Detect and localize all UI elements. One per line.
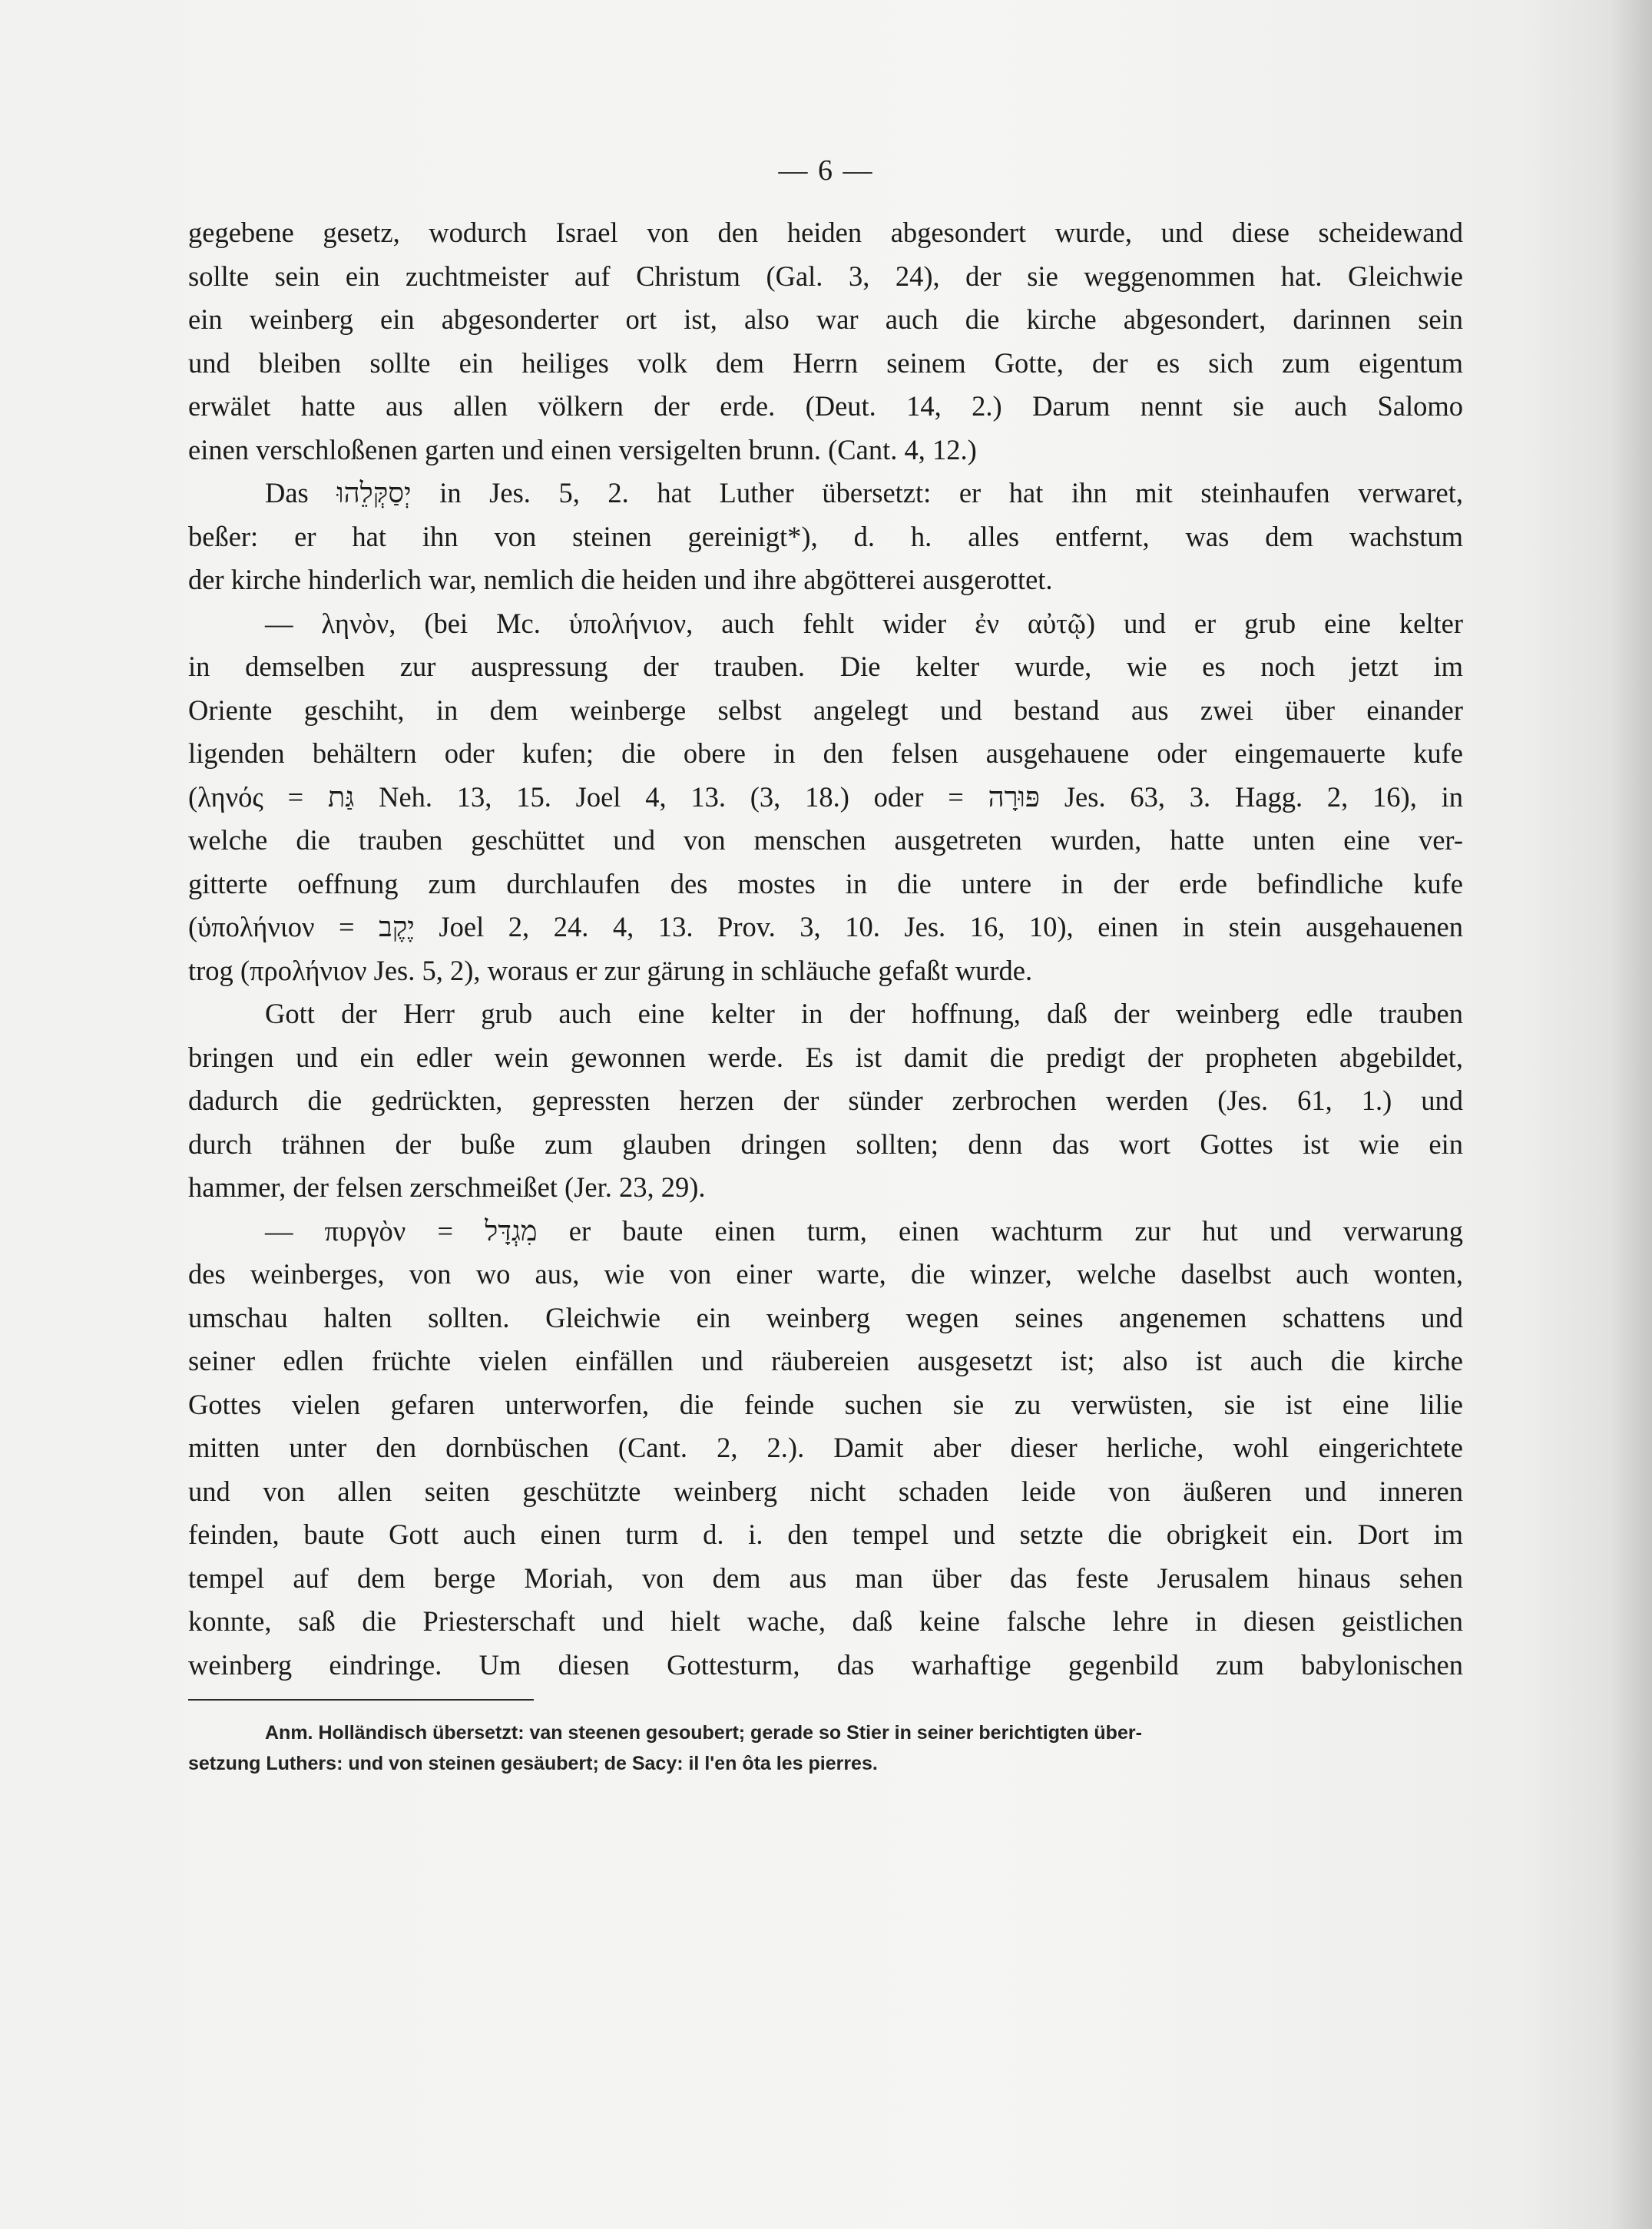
text-line: gegebene gesetz, wodurch Israel von den heiden abgesondert wurde, und diese scheidewand: [188, 217, 1463, 248]
footnote-divider: [188, 1699, 534, 1701]
text-line: beßer: er hat ihn von steinen gereinigt*), d. h. alles entfernt, was dem wachstum: [188, 520, 1463, 552]
text-line: des weinberges, von wo aus, wie von einer warte, die winzer, welche daselbst auch wonten,: [188, 1258, 1463, 1290]
text-line: der kirche hinderlich war, nemlich die heiden und ihre abgötterei ausgerottet.: [188, 564, 1053, 595]
footnote-line: setzung Luthers: und von steinen gesäubert; de Sacy: il l'en ôta les pierres.: [188, 1753, 878, 1774]
text-line: mitten unter den dornbüschen (Cant. 2, 2.). Damit aber dieser herliche, wohl eingerichtete: [188, 1432, 1463, 1463]
text-line: (ὑπολήνιον = יֶקֶב Joel 2, 24. 4, 13. Prov. 3, 10. Jes. 16, 10), einen in stein ausgehauenen: [188, 911, 1463, 942]
body-text: [188, 211, 1463, 1687]
text-line: ligenden behältern oder kufen; die obere in den felsen ausgehauene oder eingemauerte kufe: [188, 737, 1463, 769]
text-line: trog (προλήνιον Jes. 5, 2), woraus er zur gärung in schläuche gefaßt wurde.: [188, 954, 1033, 986]
text-line: gitterte oeffnung zum durchlaufen des mostes in die untere in der erde befindliche kufe: [188, 867, 1463, 899]
page-number: — 6 —: [778, 154, 874, 187]
text-line: konnte, saß die Priesterschaft und hielt wache, daß keine falsche lehre in diesen geistlichen: [188, 1605, 1463, 1637]
text-line: hammer, der felsen zerschmeißet (Jer. 23, 29).: [188, 1171, 706, 1203]
text-line: und von allen seiten geschützte weinberg nicht schaden leide von äußeren und inneren: [188, 1475, 1463, 1507]
text-line: erwälet hatte aus allen völkern der erde. (Deut. 14, 2.) Darum nennt sie auch Salomo: [188, 390, 1463, 422]
text-line: einen verschloßenen garten und einen versigelten brunn. (Cant. 4, 12.): [188, 433, 977, 465]
text-line: umschau halten sollten. Gleichwie ein weinberg wegen seines angenemen schattens und: [188, 1301, 1463, 1333]
text-line: bringen und ein edler wein gewonnen werde. Es ist damit die predigt der propheten abgebildet,: [188, 1041, 1463, 1073]
footnote-line: Anm. Holländisch übersetzt: van steenen gesoubert; gerade so Stier in seiner berichtigten über-: [265, 1722, 1142, 1744]
page-edge-shadow: [1610, 0, 1652, 2229]
text-line: tempel auf dem berge Moriah, von dem aus man über das feste Jerusalem hinaus sehen: [188, 1562, 1463, 1594]
text-line: weinberg eindringe. Um diesen Gottesturm, das warhaftige gegenbild zum babylonischen: [188, 1648, 1463, 1681]
text-line: — πυργὸν = מִגְדָּל er baute einen turm, einen wachturm zur hut und verwarung: [265, 1214, 1463, 1247]
text-line: durch trähnen der buße zum glauben dringen sollten; denn das wort Gottes ist wie ein: [188, 1128, 1463, 1160]
text-line: sollte sein ein zuchtmeister auf Christum (Gal. 3, 24), der sie weggenommen hat. Gleichwie: [188, 260, 1463, 292]
text-line: feinden, baute Gott auch einen turm d. i. den tempel und setzte die obrigkeit ein. Dort im: [188, 1519, 1463, 1550]
text-line: Gott der Herr grub auch eine kelter in der hoffnung, daß der weinberg edle trauben: [265, 998, 1463, 1029]
text-line: — ληνὸν, (bei Mc. ὑπολήνιον, auch fehlt wider ἐν αὐτῷ) und er grub eine kelter: [265, 607, 1463, 639]
text-line: Gottes vielen gefaren unterworfen, die feinde suchen sie zu verwüsten, sie ist eine lilie: [188, 1388, 1463, 1420]
footnote: [188, 1717, 1463, 1779]
text-line: ein weinberg ein abgesonderter ort ist, also war auch die kirche abgesondert, darinnen sein: [188, 303, 1463, 335]
text-line: Das יְסַקְּלֵהוּ in Jes. 5, 2. hat Luther übersetzt: er hat ihn mit steinhaufen verwaret,: [265, 477, 1463, 508]
text-line: Oriente geschiht, in dem weinberge selbst angelegt und bestand aus zwei über einander: [188, 694, 1463, 726]
text-line: und bleiben sollte ein heiliges volk dem Herrn seinem Gotte, der es sich zum eigentum: [188, 346, 1463, 379]
text-line: in demselben zur auspressung der trauben. Die kelter wurde, wie es noch jetzt im: [188, 651, 1463, 682]
text-line: seiner edlen früchte vielen einfällen und räubereien ausgesetzt ist; also ist auch die kirche: [188, 1345, 1463, 1376]
text-line: (ληνός = גַּת Neh. 13, 15. Joel 4, 13. (3, 18.) oder = פּוּרָה Jes. 63, 3. Hagg. 2, 16), in: [188, 780, 1463, 813]
text-line: welche die trauben geschüttet und von menschen ausgetreten wurden, hatte unten eine ver-: [188, 824, 1463, 856]
text-line: dadurch die gedrückten, gepressten herzen der sünder zerbrochen werden (Jes. 61, 1.) und: [188, 1085, 1463, 1116]
